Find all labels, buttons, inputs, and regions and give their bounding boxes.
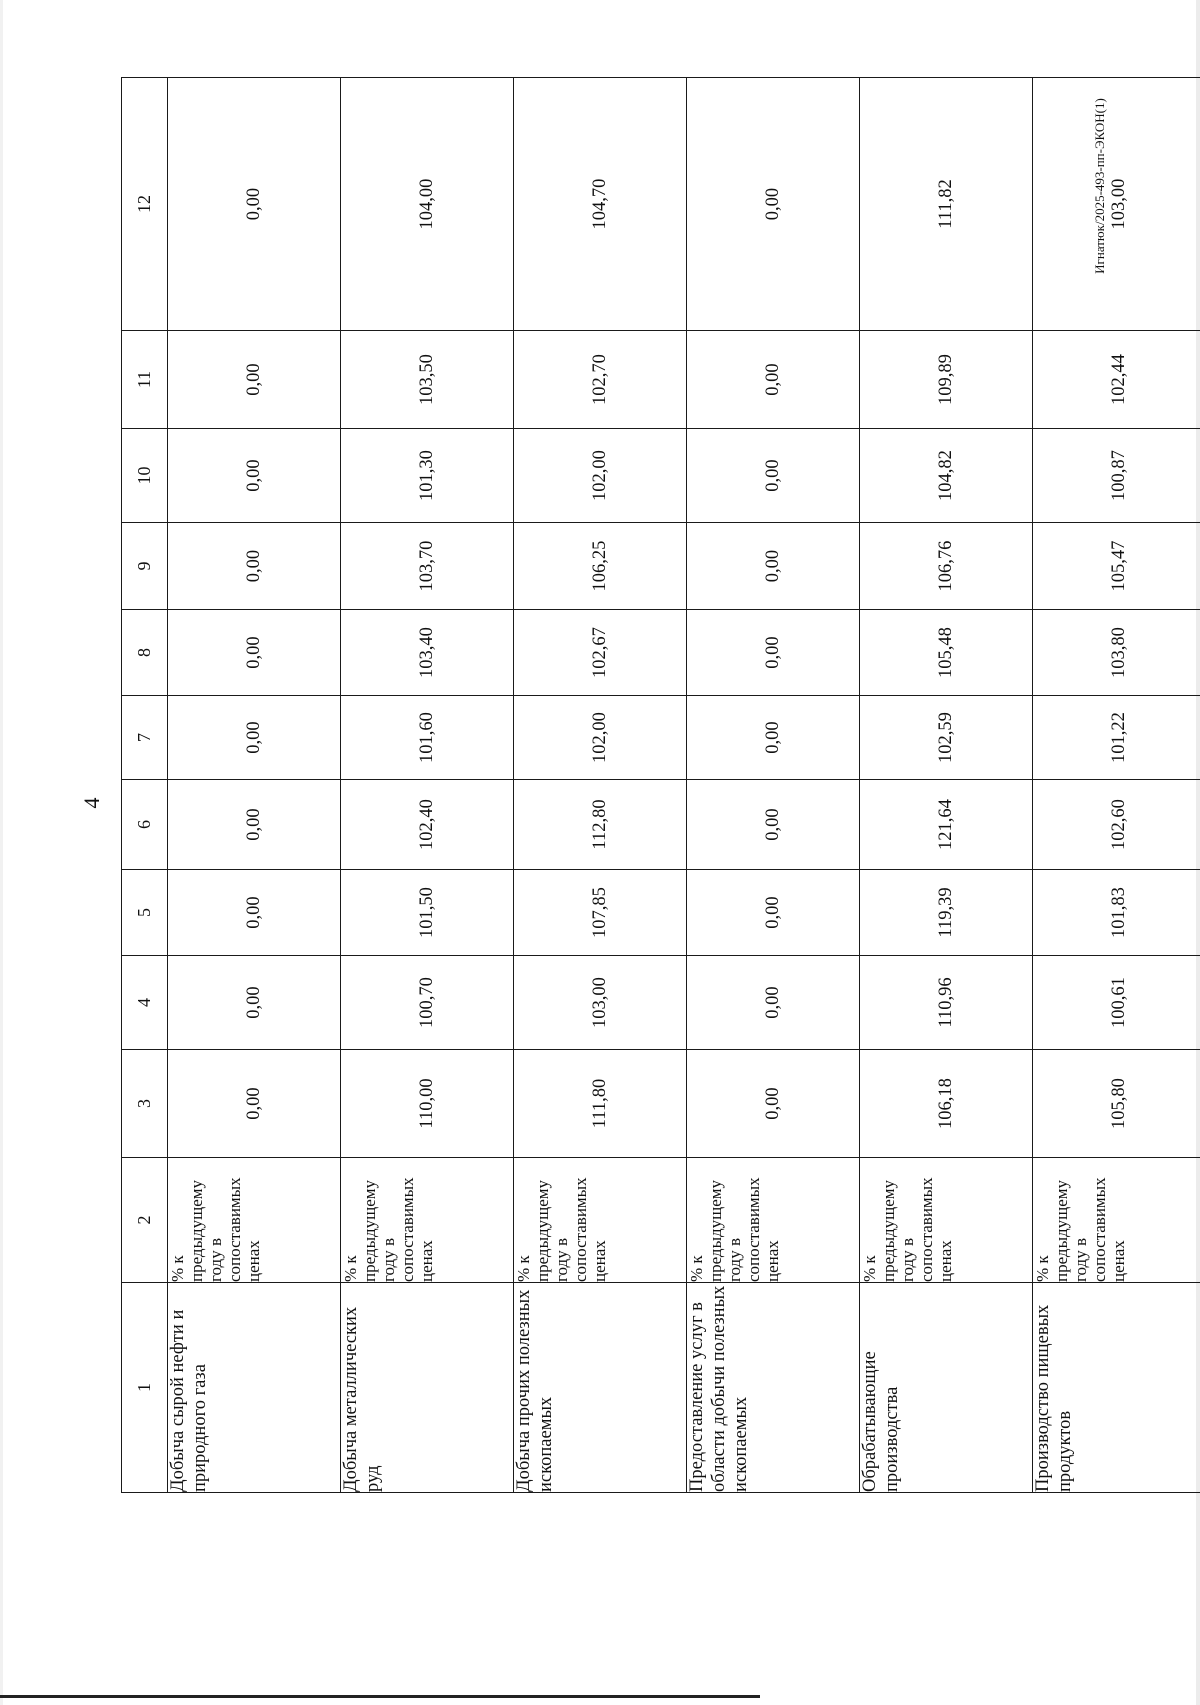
header-cell: 2	[122, 1158, 168, 1283]
data-table	[121, 77, 1200, 1493]
header-cell: 7	[122, 696, 168, 780]
value-cell: 100,87	[1033, 429, 1200, 523]
value-cell: 106,76	[860, 523, 1033, 610]
value-cell: 104,70	[514, 78, 687, 331]
value-cell: 110,96	[860, 956, 1033, 1050]
scan-bottom-edge	[0, 1695, 760, 1698]
table-row	[341, 78, 514, 1493]
table-container	[121, 78, 1200, 1493]
value-cell: 104,82	[860, 429, 1033, 523]
indicator-cell: Добыча металлических руд	[341, 1283, 514, 1493]
value-cell: 0,00	[687, 78, 860, 331]
value-cell: 102,40	[341, 780, 514, 870]
value-cell: 0,00	[168, 78, 341, 331]
value-cell: 103,70	[341, 523, 514, 610]
table-row	[687, 78, 860, 1493]
rotated-table-frame	[121, 78, 1200, 1493]
value-cell: 100,61	[1033, 956, 1200, 1050]
header-cell: 1	[122, 1283, 168, 1493]
value-cell: 102,00	[514, 429, 687, 523]
value-cell: 0,00	[687, 956, 860, 1050]
header-cell: 9	[122, 523, 168, 610]
value-cell: 111,80	[514, 1050, 687, 1158]
value-cell: 0,00	[168, 429, 341, 523]
value-cell: 107,85	[514, 870, 687, 956]
value-cell: 121,64	[860, 780, 1033, 870]
value-cell: 101,22	[1033, 696, 1200, 780]
value-cell: 102,59	[860, 696, 1033, 780]
indicator-cell: Добыча прочих полезных ископаемых	[514, 1283, 687, 1493]
value-cell: 0,00	[687, 870, 860, 956]
value-cell: 0,00	[168, 696, 341, 780]
value-cell: 103,80	[1033, 610, 1200, 696]
value-cell: 0,00	[687, 523, 860, 610]
value-cell: 0,00	[168, 523, 341, 610]
value-cell: 103,00	[514, 956, 687, 1050]
header-row	[122, 78, 168, 1493]
unit-cell: % к предыдущему году в сопоставимых ценах	[1033, 1158, 1200, 1283]
value-cell: 104,00	[341, 78, 514, 331]
value-cell: 0,00	[168, 610, 341, 696]
value-cell: 106,18	[860, 1050, 1033, 1158]
header-cell: 5	[122, 870, 168, 956]
value-cell: 100,70	[341, 956, 514, 1050]
value-cell: 0,00	[687, 429, 860, 523]
value-cell: 101,30	[341, 429, 514, 523]
value-cell: 102,70	[514, 331, 687, 429]
value-cell: 0,00	[687, 1050, 860, 1158]
page-number: 4	[79, 797, 104, 809]
value-cell: 0,00	[168, 331, 341, 429]
value-cell: 103,40	[341, 610, 514, 696]
header-cell: 4	[122, 956, 168, 1050]
value-cell: 0,00	[168, 870, 341, 956]
value-cell: 102,60	[1033, 780, 1200, 870]
header-cell: 8	[122, 610, 168, 696]
header-cell: 10	[122, 429, 168, 523]
table-row	[860, 78, 1033, 1493]
header-cell: 12	[122, 78, 168, 331]
value-cell: 103,50	[341, 331, 514, 429]
indicator-cell: Обрабатывающие производства	[860, 1283, 1033, 1493]
value-cell: 0,00	[168, 1050, 341, 1158]
value-cell: 0,00	[168, 956, 341, 1050]
value-cell: 0,00	[687, 780, 860, 870]
scan-edge-left	[0, 0, 3, 1705]
value-cell: 101,60	[341, 696, 514, 780]
value-cell: 101,83	[1033, 870, 1200, 956]
value-cell: 103,00	[1033, 78, 1200, 331]
table-row	[514, 78, 687, 1493]
value-cell: 102,00	[514, 696, 687, 780]
value-cell: 105,48	[860, 610, 1033, 696]
value-cell: 0,00	[687, 696, 860, 780]
unit-cell: % к предыдущему году в сопоставимых ценах	[168, 1158, 341, 1283]
table-row	[1033, 78, 1200, 1493]
value-cell: 106,25	[514, 523, 687, 610]
unit-cell: % к предыдущему году в сопоставимых ценах	[341, 1158, 514, 1283]
unit-cell: % к предыдущему году в сопоставимых ценах	[514, 1158, 687, 1283]
document-id: Игнатюк/2025-493-пп-ЭКОН(1)	[1092, 98, 1107, 274]
indicator-cell: Предоставление услуг в области добычи полезных ископаемых	[687, 1283, 860, 1493]
header-cell: 3	[122, 1050, 168, 1158]
value-cell: 119,39	[860, 870, 1033, 956]
value-cell: 105,80	[1033, 1050, 1200, 1158]
value-cell: 101,50	[341, 870, 514, 956]
value-cell: 105,47	[1033, 523, 1200, 610]
value-cell: 0,00	[687, 331, 860, 429]
indicator-cell: Добыча сырой нефти и природного газа	[168, 1283, 341, 1493]
value-cell: 0,00	[168, 780, 341, 870]
value-cell: 0,00	[687, 610, 860, 696]
unit-cell: % к предыдущему году в сопоставимых ценах	[687, 1158, 860, 1283]
header-cell: 6	[122, 780, 168, 870]
value-cell: 102,44	[1033, 331, 1200, 429]
indicator-cell: Производство пищевых продуктов	[1033, 1283, 1200, 1493]
header-cell: 11	[122, 331, 168, 429]
value-cell: 110,00	[341, 1050, 514, 1158]
unit-cell: % к предыдущему году в сопоставимых ценах	[860, 1158, 1033, 1283]
value-cell: 111,82	[860, 78, 1033, 331]
value-cell: 112,80	[514, 780, 687, 870]
value-cell: 102,67	[514, 610, 687, 696]
table-row	[168, 78, 341, 1493]
value-cell: 109,89	[860, 331, 1033, 429]
